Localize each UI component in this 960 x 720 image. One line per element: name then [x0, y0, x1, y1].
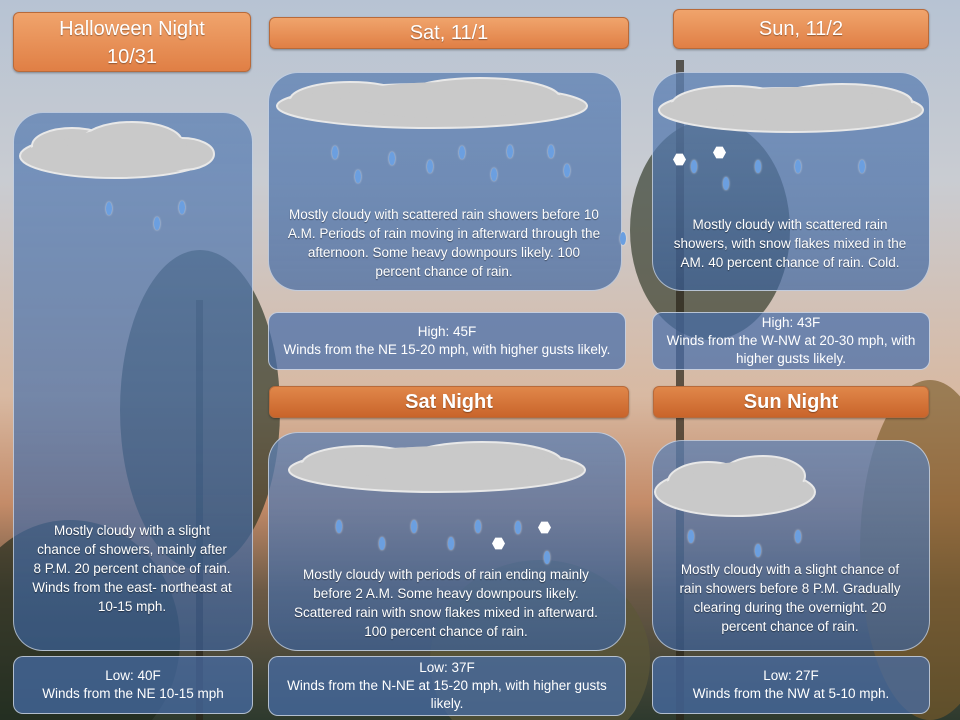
description-halloween-night: Mostly cloudy with a slight chance of showers, mainly after 8 P.M. 20 percent chance of rain. Winds from the east- northeast at 10-15 mph.	[32, 523, 232, 614]
raindrop-icon	[411, 520, 417, 533]
cloud-icon	[12, 118, 218, 186]
raindrop-icon	[859, 160, 865, 173]
stats-sun	[652, 312, 930, 370]
raindrop-icon	[691, 160, 697, 173]
header-sat-night: Sat Night	[269, 386, 629, 418]
description-sat: Mostly cloudy with scattered rain showers before 10 A.M. Periods of rain moving in afterward through the afternoon. Some heavy downpours likely. 100 percent chance of rain.	[287, 207, 601, 279]
raindrop-icon	[389, 152, 395, 165]
cloud-icon	[652, 78, 930, 140]
wind-info: Winds from the N-NE at 15-20 mph, with higher gusts likely.	[287, 678, 607, 711]
raindrop-icon	[459, 146, 465, 159]
stats-halloween-night	[13, 656, 253, 714]
stats-sat-night	[268, 656, 626, 716]
wind-info: Winds from the NE 10-15 mph	[42, 686, 224, 701]
raindrop-icon	[106, 202, 112, 215]
header-halloween-night	[13, 12, 251, 72]
raindrop-icon	[620, 232, 626, 245]
cloud-icon	[282, 438, 592, 500]
header-sun-night: Sun Night	[653, 386, 929, 418]
wind-info: Winds from the W-NW at 20-30 mph, with higher gusts likely.	[666, 333, 916, 366]
raindrop-icon	[355, 170, 361, 183]
raindrop-icon	[507, 145, 513, 158]
raindrop-icon	[548, 145, 554, 158]
temperature-high: High: 45F	[417, 324, 477, 339]
raindrop-icon	[179, 201, 185, 214]
description-sun-night: Mostly cloudy with a slight chance of rain showers before 8 P.M. Gradually clearing during the overnight. 20 percent chance of rain.	[679, 562, 901, 634]
description-sat-night: Mostly cloudy with periods of rain ending mainly before 2 A.M. Some heavy downpours likely. Scattered rain with snow flakes mixed in afterward. 100 percent chance of rain.	[294, 567, 598, 639]
raindrop-icon	[332, 146, 338, 159]
cloud-icon	[648, 452, 822, 524]
header-halloween-title: Halloween Night	[59, 18, 205, 40]
header-sat: Sat, 11/1	[269, 17, 629, 49]
raindrop-icon	[427, 160, 433, 173]
raindrop-icon	[544, 551, 550, 564]
wind-info: Winds from the NE 15-20 mph, with higher gusts likely.	[283, 342, 611, 357]
raindrop-icon	[755, 544, 761, 557]
raindrop-icon	[475, 520, 481, 533]
temperature-low: Low: 40F	[105, 668, 161, 683]
raindrop-icon	[491, 168, 497, 181]
wind-info: Winds from the NW at 5-10 mph.	[692, 686, 890, 701]
raindrop-icon	[564, 164, 570, 177]
raindrop-icon	[336, 520, 342, 533]
header-sun: Sun, 11/2	[673, 9, 929, 49]
temperature-high: High: 43F	[761, 315, 821, 330]
raindrop-icon	[688, 530, 694, 543]
raindrop-icon	[795, 160, 801, 173]
raindrop-icon	[723, 177, 729, 190]
temperature-low: Low: 37F	[419, 660, 475, 675]
raindrop-icon	[515, 521, 521, 534]
stats-sat	[268, 312, 626, 370]
raindrop-icon	[448, 537, 454, 550]
header-halloween-date: 10/31	[106, 46, 158, 68]
description-sun: Mostly cloudy with scattered rain showers, with snow flakes mixed in the AM. 40 percent chance of rain. Cold.	[673, 217, 907, 270]
temperature-low: Low: 27F	[763, 668, 819, 683]
raindrop-icon	[755, 160, 761, 173]
raindrop-icon	[154, 217, 160, 230]
raindrop-icon	[795, 530, 801, 543]
cloud-icon	[270, 74, 594, 136]
stats-sun-night	[652, 656, 930, 714]
raindrop-icon	[379, 537, 385, 550]
